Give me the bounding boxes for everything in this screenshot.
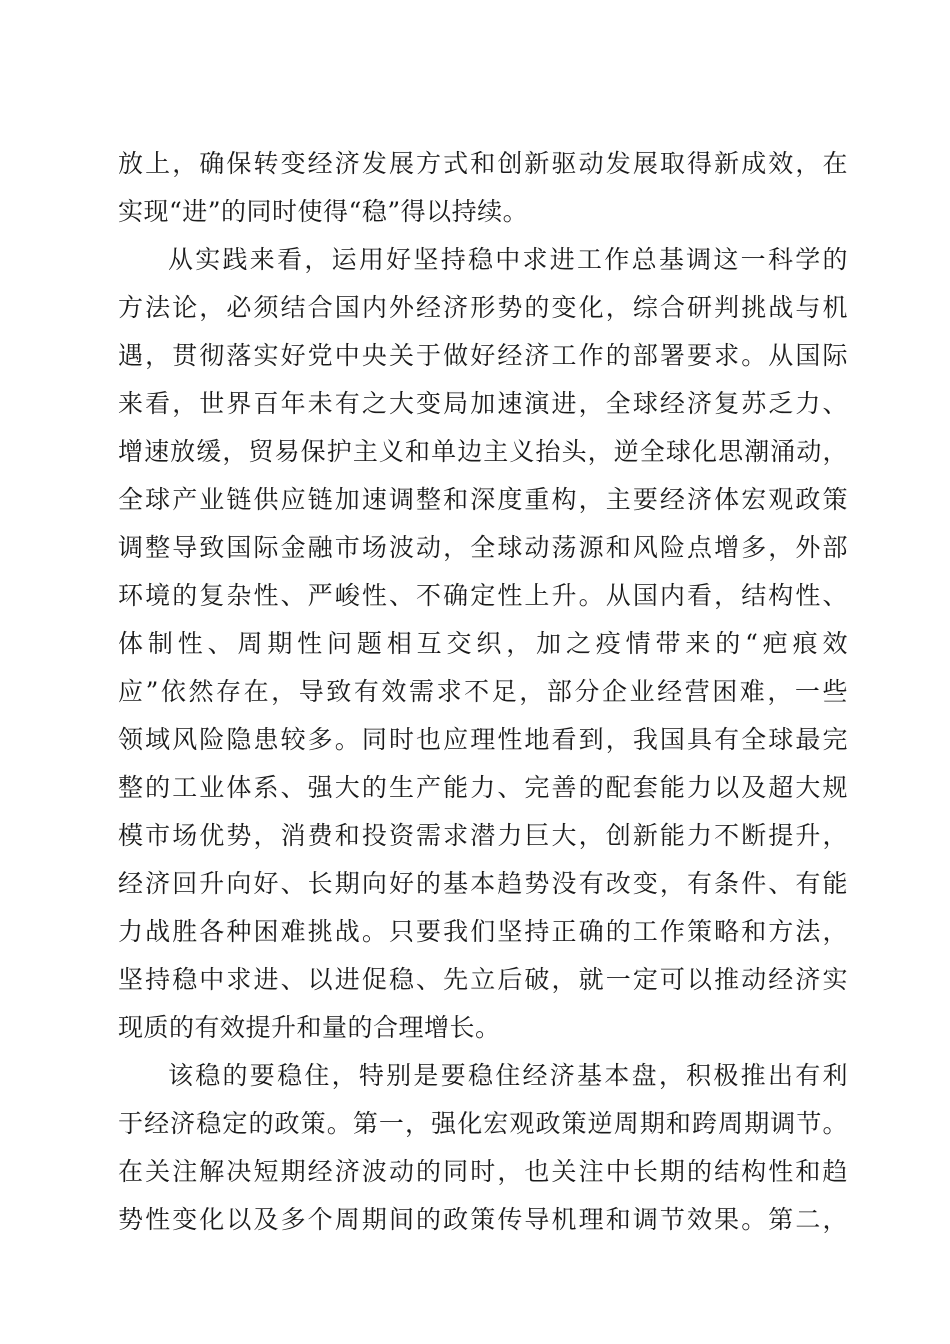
text-line: 环境的复杂性、严峻性、不确定性上升。从国内看，结构性、 — [118, 581, 848, 610]
text-line: 遇，贯彻落实好党中央关于做好经济工作的部署要求。从国际 — [118, 341, 848, 370]
text-line: 整的工业体系、强大的生产能力、完善的配套能力以及超大规 — [118, 773, 848, 802]
text-line: 力战胜各种困难挑战。只要我们坚持正确的工作策略和方法， — [118, 917, 848, 946]
text-line: 模市场优势，消费和投资需求潜力巨大，创新能力不断提升， — [118, 821, 848, 850]
text-line: 在关注解决短期经济波动的同时，也关注中长期的结构性和趋 — [118, 1157, 848, 1186]
text-line: 坚持稳中求进、以进促稳、先立后破，就一定可以推动经济实 — [118, 965, 848, 994]
text-line: 放上，确保转变经济发展方式和创新驱动发展取得新成效，在 — [118, 149, 848, 178]
body-text — [118, 140, 848, 1244]
text-line: 增速放缓，贸易保护主义和单边主义抬头，逆全球化思潮涌动， — [118, 437, 848, 466]
paragraph-start-line: 从实践来看，运用好坚持稳中求进工作总基调这一科学的 — [168, 245, 848, 274]
text-line: 领域风险隐患较多。同时也应理性地看到，我国具有全球最完 — [118, 725, 848, 754]
text-line: 方法论，必须结合国内外经济形势的变化，综合研判挑战与机 — [118, 293, 848, 322]
text-line: 现质的有效提升和量的合理增长。 — [118, 1013, 501, 1042]
text-line: 来看，世界百年未有之大变局加速演进，全球经济复苏乏力、 — [118, 389, 848, 418]
text-line: 势性变化以及多个周期间的政策传导机理和调节效果。第二， — [118, 1205, 848, 1234]
text-line: 体制性、周期性问题相互交织，加之疫情带来的“疤痕效 — [118, 629, 848, 658]
text-line: 于经济稳定的政策。第一，强化宏观政策逆周期和跨周期调节。 — [118, 1109, 848, 1138]
text-line: 实现“进”的同时使得“稳”得以持续。 — [118, 197, 529, 226]
text-line: 全球产业链供应链加速调整和深度重构，主要经济体宏观政策 — [118, 485, 848, 514]
text-line: 应”依然存在，导致有效需求不足，部分企业经营困难，一些 — [118, 677, 848, 706]
paragraph-start-line: 该稳的要稳住，特别是要稳住经济基本盘，积极推出有利 — [168, 1061, 848, 1090]
text-line: 调整导致国际金融市场波动，全球动荡源和风险点增多，外部 — [118, 533, 848, 562]
text-line: 经济回升向好、长期向好的基本趋势没有改变，有条件、有能 — [118, 869, 848, 898]
